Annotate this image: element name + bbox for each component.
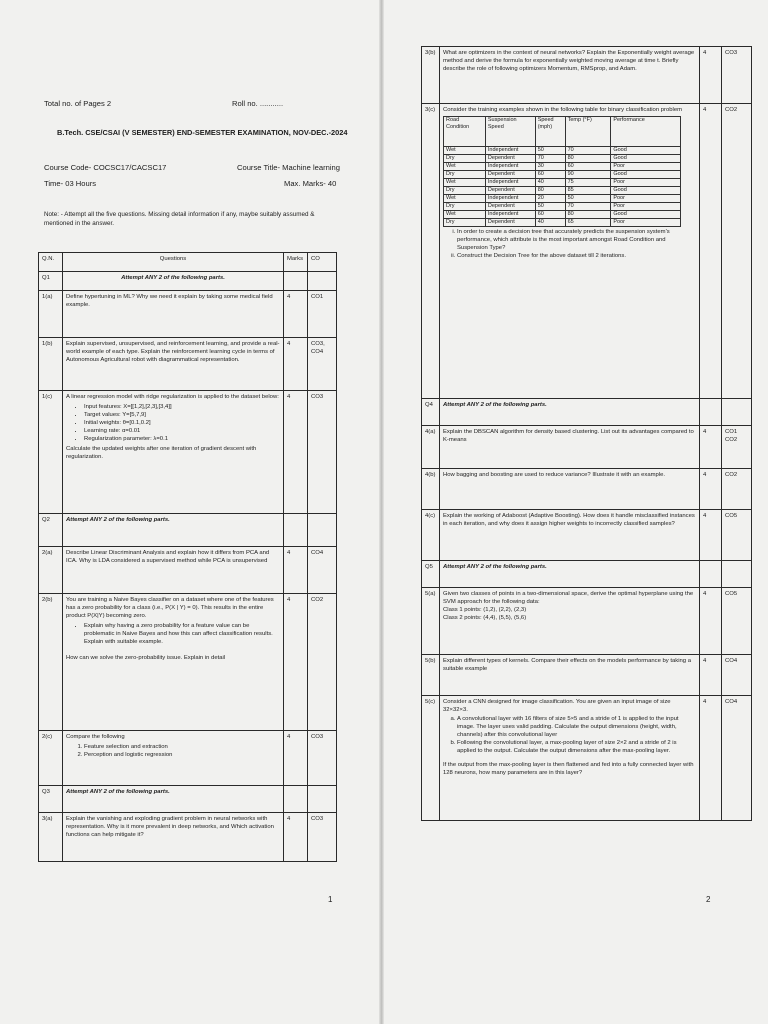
q3a-number: 3(a) (39, 813, 63, 862)
q3b-row (422, 47, 752, 104)
list-item: • Learning rate: α=0.01 (84, 427, 280, 435)
q1a-marks: 4 (284, 291, 308, 338)
q5b-marks: 4 (700, 655, 722, 696)
q5c-row (422, 696, 752, 821)
q5c-number: 5(c) (422, 696, 440, 821)
q2a-row (39, 547, 337, 594)
q3c-co: CO2 (722, 104, 752, 399)
q2b-marks: 4 (284, 594, 308, 731)
exam-title: B.Tech. CSE/CSAI (V SEMESTER) END-SEMESTER EXAMINATION, NOV-DEC.-2024 (57, 128, 348, 137)
page-number-1: 1 (328, 895, 333, 904)
question-table-page-1 (38, 252, 337, 862)
max-marks: Max. Marks- 40 (284, 179, 337, 188)
q2a-text: Describe Linear Discriminant Analysis and explain how it differs from PCA and ICA. Why is LDA considered a supervised method while PCA is unsupervised (63, 547, 284, 594)
q2-label: Q2 (39, 514, 63, 547)
header-qn: Q.N. (39, 253, 63, 272)
q1c-number: 1(c) (39, 391, 63, 514)
q2c-text: Compare the following 1. Feature selection and extraction 2. Perception and logistic regression (63, 731, 284, 786)
header-co: CO (308, 253, 337, 272)
q4c-marks: 4 (700, 510, 722, 561)
table-cell: 50 (535, 203, 565, 211)
table-cell: 85 (565, 187, 611, 195)
q2a-co: CO4 (308, 547, 337, 594)
q4a-row (422, 426, 752, 469)
training-data-rows (444, 147, 681, 227)
table-cell: Poor (611, 219, 681, 227)
q1c-co: CO3 (308, 391, 337, 514)
table-cell: 30 (535, 163, 565, 171)
table-cell: Dry (444, 187, 486, 195)
table-cell: Dependent (485, 155, 535, 163)
q4a-marks: 4 (700, 426, 722, 469)
q5b-number: 5(b) (422, 655, 440, 696)
q1a-number: 1(a) (39, 291, 63, 338)
q2b-co: CO2 (308, 594, 337, 731)
table-cell: Wet (444, 211, 486, 219)
table-cell: Independent (485, 179, 535, 187)
training-data-table (443, 116, 681, 227)
table-cell: 70 (565, 147, 611, 155)
q4b-co: CO2 (722, 469, 752, 510)
q4c-row (422, 510, 752, 561)
list-item: 1. Feature selection and extraction (84, 743, 280, 751)
q1c-text: A linear regression model with ridge regularization is applied to the dataset below: • Input features: X=[[1,2],[2,3],[3,4]] • Target values: Y=[5,7,9] • Initial weights: θ=[0.1,0.2] • Learning rate: α=0.01 • Regularization parameter: λ=0.1 Calculate the updated weights after one iteration of gradient descent with regularization. (63, 391, 284, 514)
q5-instruction: Attempt ANY 2 of the following parts. (440, 561, 700, 588)
q5a-marks: 4 (700, 588, 722, 655)
q5b-text: Explain different types of kernels. Compare their effects on the models performance by taking a suitable example (440, 655, 700, 696)
q3c-row (422, 104, 752, 399)
exam-note: Note: - Attempt all the five questions. Missing detail information if any, maybe suitably assumed & mentioned in the answer. (44, 211, 315, 227)
table-cell: Good (611, 147, 681, 155)
table-cell: Independent (485, 195, 535, 203)
q5b-row (422, 655, 752, 696)
q4b-row (422, 469, 752, 510)
q3a-row (39, 813, 337, 862)
q5a-text: Given two classes of points in a two-dimensional space, derive the optimal hyperplane using the SVM approach for the following data: Class 1 points: (1,2), (2,2), (2,3) Class 2 points: (4,4), (5,5), (5,6) (440, 588, 700, 655)
q3a-text: Explain the vanishing and exploding gradient problem in neural networks with representation. Why is it more prevalent in deep networks, and Which activation functions can help mitigate it? (63, 813, 284, 862)
table-cell: 20 (535, 195, 565, 203)
q1c-row (39, 391, 337, 514)
table-cell: 80 (565, 211, 611, 219)
q5c-marks: 4 (700, 696, 722, 821)
table-row (444, 211, 681, 219)
q2-section-row (39, 514, 337, 547)
q1a-co: CO1 (308, 291, 337, 338)
q1b-number: 1(b) (39, 338, 63, 391)
list-item: • Initial weights: θ=[0.1,0.2] (84, 419, 280, 427)
table-cell: 80 (565, 155, 611, 163)
table-cell: 40 (535, 179, 565, 187)
table-cell: Dependent (485, 203, 535, 211)
table-cell: Good (611, 155, 681, 163)
table-row (444, 163, 681, 171)
q1-instruction: Attempt ANY 2 of the following parts. (63, 272, 284, 291)
q3b-marks: 4 (700, 47, 722, 104)
q3-instruction: Attempt ANY 2 of the following parts. (63, 786, 284, 813)
table-row (444, 179, 681, 187)
table-cell: Wet (444, 179, 486, 187)
q2a-marks: 4 (284, 547, 308, 594)
table-cell: 60 (535, 171, 565, 179)
q2b-text: You are training a Naive Bayes classifier on a dataset where one of the features has a zero probability for a class (i.e., P(X | Y) = 0). This results in the entire product P(X|Y) becoming zero. • Explain why having a zero probability for a feature value can be problematic in Naive Bayes and how this can affect classification results. Explain with suitable example. How can we solve the zero-probability issue. Explain in detail (63, 594, 284, 731)
table-cell: 75 (565, 179, 611, 187)
q1-label: Q1 (39, 272, 63, 291)
header-questions: Questions (63, 253, 284, 272)
q5c-co: CO4 (722, 696, 752, 821)
list-item: • Explain why having a zero probability for a feature value can be problematic in Naive Bayes and how this can affect classification results. Explain with suitable example. (84, 622, 280, 646)
q1a-row (39, 291, 337, 338)
q5-section-row (422, 561, 752, 588)
q4b-number: 4(b) (422, 469, 440, 510)
list-item: a. A convolutional layer with 16 filters of size 5×5 and a stride of 1 is applied to the input image. The layer uses valid padding. Calculate the output dimensions (height, width, channels) after this convolutional layer (457, 715, 696, 739)
table-cell: Good (611, 171, 681, 179)
list-item: b. Following the convolutional layer, a max-pooling layer of size 2×2 and a stride of 2 is applied to the output. Calculate the output dimensions after the max-pooling layer. (457, 739, 696, 755)
table-row (444, 203, 681, 211)
table-cell: Poor (611, 163, 681, 171)
table-row (444, 171, 681, 179)
exam-page-1 (0, 0, 378, 1024)
table-row (444, 187, 681, 195)
q4a-text: Explain the DBSCAN algorithm for density based clustering. List out its advantages compared to K-means (440, 426, 700, 469)
q1b-marks: 4 (284, 338, 308, 391)
table-cell: Poor (611, 195, 681, 203)
exam-page-2 (384, 0, 768, 1024)
q4b-text: How bagging and boosting are used to reduce variance? Illustrate it with an example. (440, 469, 700, 510)
course-code: Course Code- COCSC17/CACSC17 (44, 163, 167, 172)
question-table-page-2 (421, 46, 752, 821)
q1b-text: Explain supervised, unsupervised, and reinforcement learning, and provide a real-world example of each type. Explain the reinforcement learning cycle in terms of Autonomous Agricultural robot with diagrammatical representation. (63, 338, 284, 391)
table-cell: Dependent (485, 187, 535, 195)
roll-no: Roll no. ........... (232, 99, 284, 108)
q3-section-row (39, 786, 337, 813)
q5a-number: 5(a) (422, 588, 440, 655)
page-number-2: 2 (706, 895, 711, 904)
table-header-row (39, 253, 337, 272)
table-cell: 70 (565, 203, 611, 211)
q5-label: Q5 (422, 561, 440, 588)
course-title: Course Title- Machine learning (237, 163, 340, 172)
exam-time: Time- 03 Hours (44, 179, 97, 188)
q1-section-row (39, 272, 337, 291)
table-cell: Dry (444, 155, 486, 163)
table-row (444, 219, 681, 227)
q3c-marks: 4 (700, 104, 722, 399)
list-item: ii. Construct the Decision Tree for the above dataset till 2 iterations. (457, 252, 696, 260)
q2c-row (39, 731, 337, 786)
q2c-marks: 4 (284, 731, 308, 786)
table-cell: Poor (611, 203, 681, 211)
q1a-text: Define hypertuning in ML? Why we need it explain by taking some medical field example. (63, 291, 284, 338)
q3b-text: What are optimizers in the context of neural networks? Explain the Exponentially weight average method and derive the formula for exponentially weighted moving average at time t. Briefly describe the role of following optimizers Momentum, RMSprop, and Adam. (440, 47, 700, 104)
q1c-marks: 4 (284, 391, 308, 514)
table-cell: Wet (444, 195, 486, 203)
q1c-bullet-list (76, 403, 280, 443)
table-cell: 80 (535, 187, 565, 195)
table-cell: Wet (444, 163, 486, 171)
q4-section-row (422, 399, 752, 426)
table-cell: Dry (444, 171, 486, 179)
list-item: i. In order to create a decision tree that accurately predicts the suspension system's performance, which attribute is the most important amongst Road Condition and Suspension Type? (457, 228, 696, 252)
table-cell: Dry (444, 219, 486, 227)
table-cell: Dry (444, 203, 486, 211)
q5c-text: Consider a CNN designed for image classification. You are given an input image of size 32×32×3. a. A convolutional layer with 16 filters of size 5×5 and a stride of 1 is applied to the input image. The layer uses valid padding. Calculate the output dimensions (height, width, channels) after this convolutional layer b. Following the convolutional layer, a max-pooling layer of size 2×2 and a stride of 2 is applied to the output. Calculate the output dimensions after the max-pooling layer. If the output from the max-pooling layer is then flattened and fed into a fully connected layer with 128 neurons, how many parameters are in this layer? (440, 696, 700, 821)
q2b-row (39, 594, 337, 731)
table-cell: 60 (535, 211, 565, 219)
q4c-co: CO5 (722, 510, 752, 561)
q2b-number: 2(b) (39, 594, 63, 731)
header-marks: Marks (284, 253, 308, 272)
table-cell: 60 (565, 163, 611, 171)
q5a-co: CO5 (722, 588, 752, 655)
q3c-number: 3(c) (422, 104, 440, 399)
q4a-co: CO1 CO2 (722, 426, 752, 469)
q4c-text: Explain the working of Adaboost (Adaptive Boosting). How does it handle misclassified instances in each iteration, and why does it assign higher weights to incorrectly classified samples? (440, 510, 700, 561)
table-cell: 90 (565, 171, 611, 179)
q4-instruction: Attempt ANY 2 of the following parts. (440, 399, 700, 426)
q3c-text: Consider the training examples shown in the following table for binary classification problem Road Condition Suspension Speed Speed (mph) Temp (°F) Performance Wet Independent 50 70 Good Dry Dependent 70 80 Good Wet Independent 30 60 Poor Dry Dependent 60 90 Good Wet Independent 40 75 Poor Dry Dependent 80 85 Good Wet Independent 20 50 Poor Dry Dependent 50 70 Poor Wet Independent 60 80 Good Dry Dependent 40 65 Poor i. In order to create a decision tree that accurately predicts the suspension system's performance, which attribute is the most important amongst Road Condition and Suspension Type? ii. Construct the Decision Tree for the above dataset till 2 iterations. (440, 104, 700, 399)
q2c-number: 2(c) (39, 731, 63, 786)
table-cell: 70 (535, 155, 565, 163)
q3b-co: CO3 (722, 47, 752, 104)
q1b-row (39, 338, 337, 391)
q5b-co: CO4 (722, 655, 752, 696)
list-item: • Input features: X=[[1,2],[2,3],[3,4]] (84, 403, 280, 411)
table-cell: Good (611, 211, 681, 219)
total-pages: Total no. of Pages 2 (44, 99, 112, 108)
q4c-number: 4(c) (422, 510, 440, 561)
q3-label: Q3 (39, 786, 63, 813)
q1b-co: CO3, CO4 (308, 338, 337, 391)
table-cell: Independent (485, 147, 535, 155)
table-cell: 40 (535, 219, 565, 227)
q5a-row (422, 588, 752, 655)
list-item: 2. Perception and logistic regression (84, 751, 280, 759)
table-header-row: Road Condition Suspension Speed Speed (mph) Temp (°F) Performance (444, 117, 681, 147)
table-cell: 50 (565, 195, 611, 203)
table-cell: Dependent (485, 219, 535, 227)
list-item: • Target values: Y=[5,7,9] (84, 411, 280, 419)
table-cell: Wet (444, 147, 486, 155)
table-cell: Good (611, 187, 681, 195)
table-row (444, 195, 681, 203)
q4b-marks: 4 (700, 469, 722, 510)
q4-label: Q4 (422, 399, 440, 426)
q2c-co: CO3 (308, 731, 337, 786)
q3a-co: CO3 (308, 813, 337, 862)
table-cell: Independent (485, 163, 535, 171)
table-cell: Dependent (485, 171, 535, 179)
q4a-number: 4(a) (422, 426, 440, 469)
q2-instruction: Attempt ANY 2 of the following parts. (63, 514, 284, 547)
table-cell: 50 (535, 147, 565, 155)
q2a-number: 2(a) (39, 547, 63, 594)
list-item: • Regularization parameter: λ=0.1 (84, 435, 280, 443)
q3a-marks: 4 (284, 813, 308, 862)
table-row (444, 155, 681, 163)
table-row (444, 147, 681, 155)
q3b-number: 3(b) (422, 47, 440, 104)
table-cell: Independent (485, 211, 535, 219)
table-cell: Poor (611, 179, 681, 187)
table-cell: 65 (565, 219, 611, 227)
